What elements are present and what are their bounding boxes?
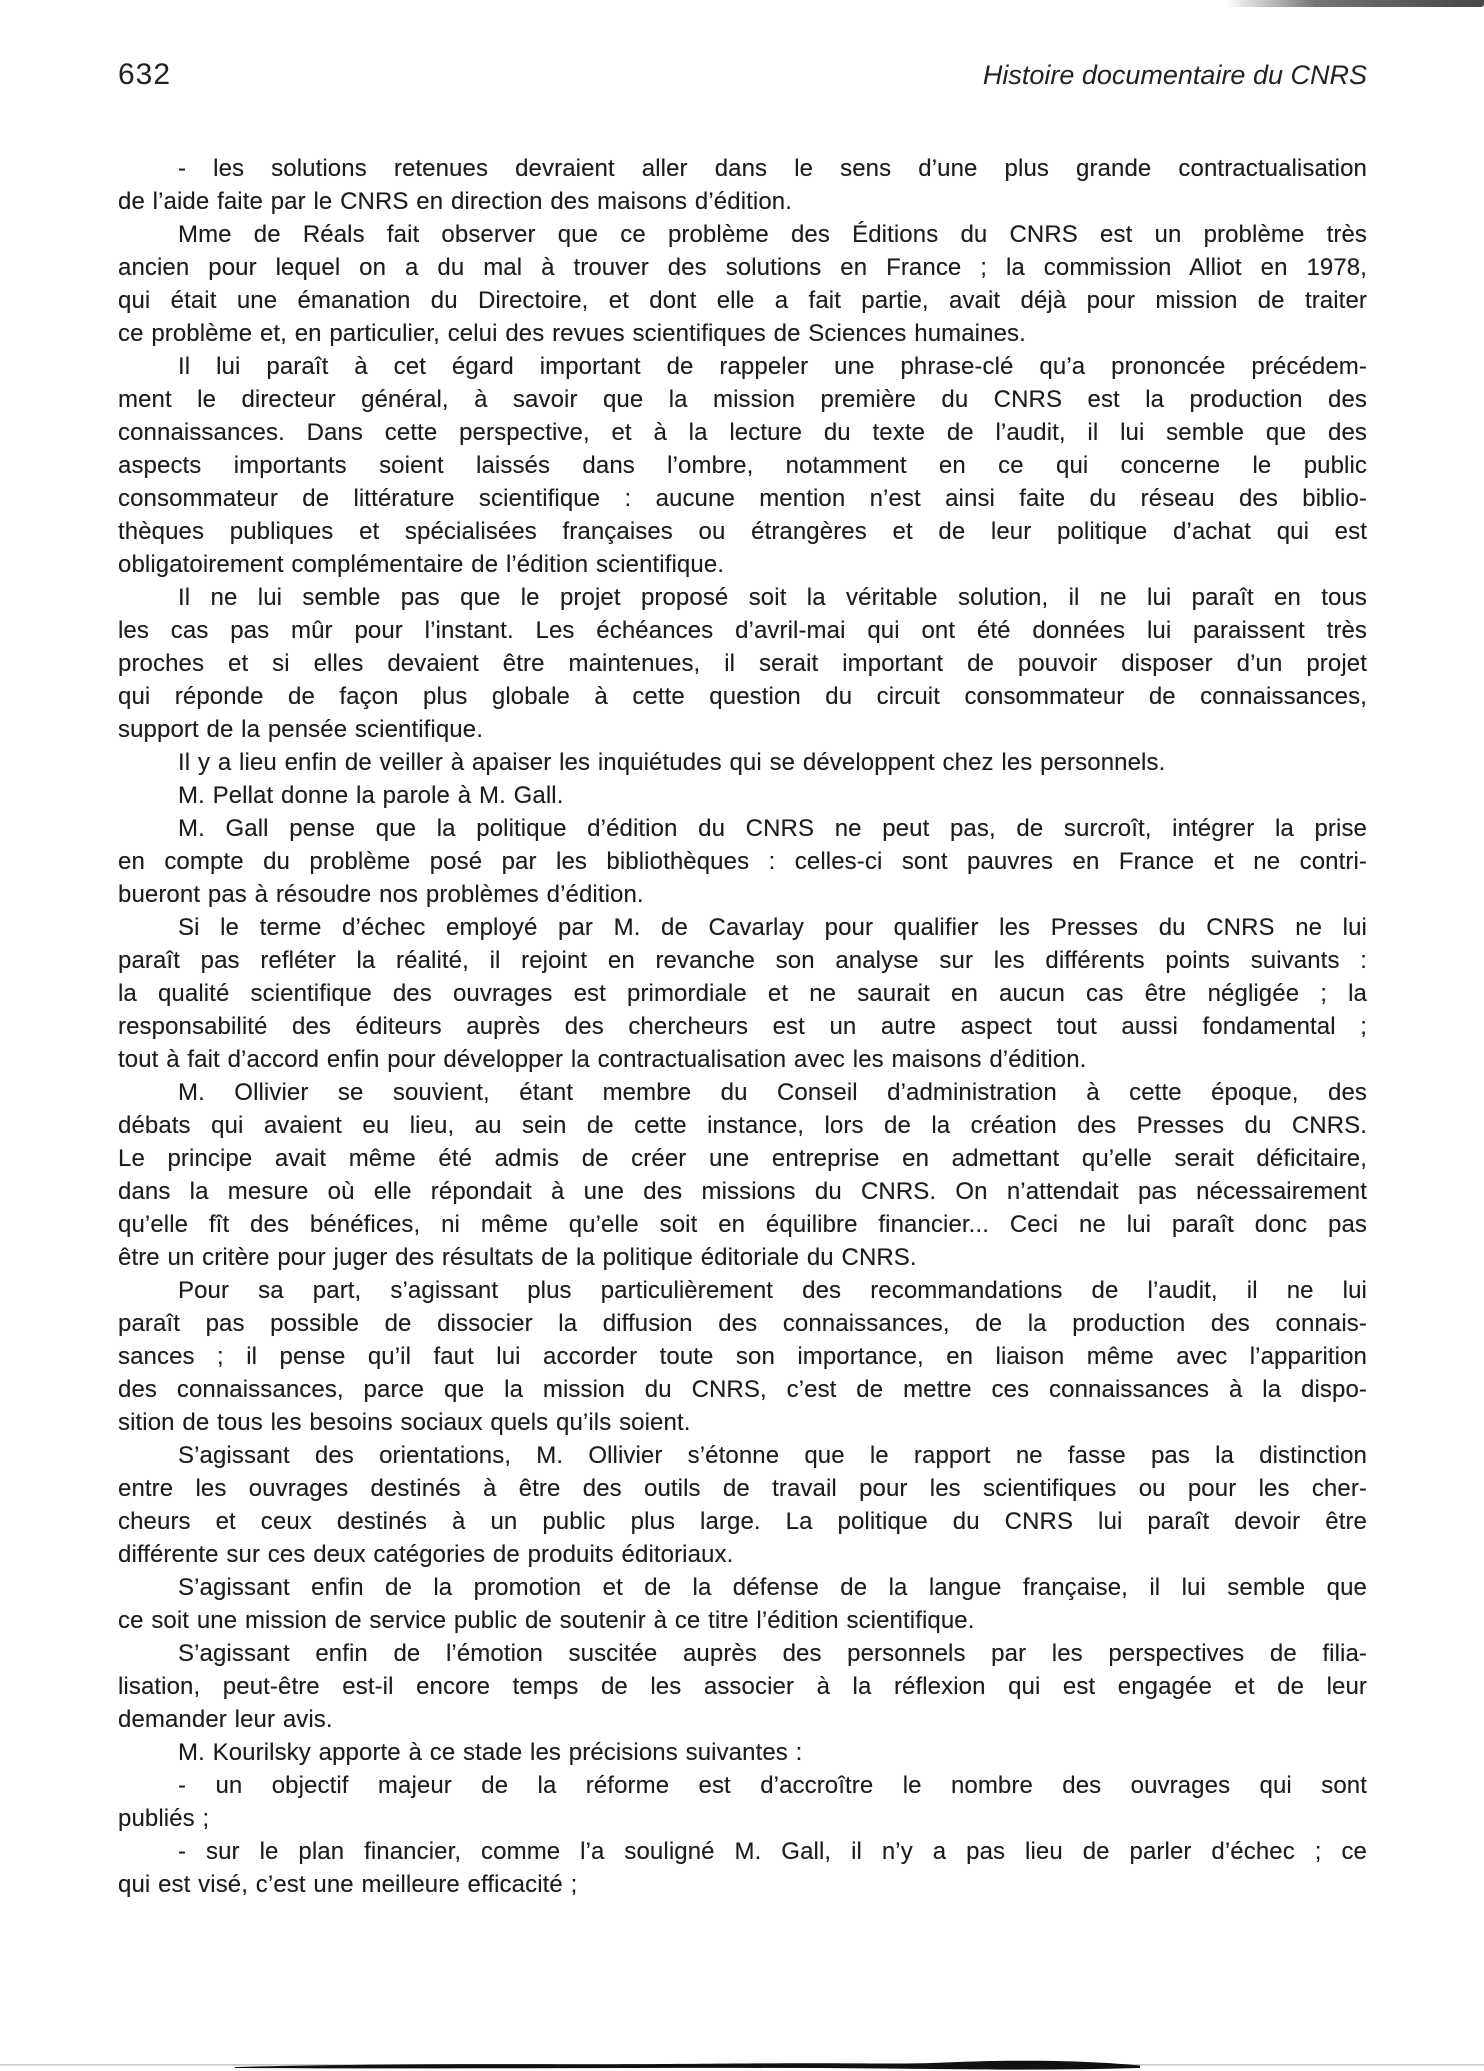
text-line: de l’aide faite par le CNRS en direction des maisons d’édition.	[118, 188, 792, 215]
text-line: obligatoirement complémentaire de l’édition scientifique.	[118, 551, 725, 578]
text-line: les cas pas mûr pour l’instant. Les échéances d’avril-mai qui ont été données lui paraissent très	[118, 617, 1367, 644]
text-line: - un objectif majeur de la réforme est d’accroître le nombre des ouvrages qui sont	[178, 1772, 1367, 1799]
page-header	[118, 58, 1367, 92]
running-title: Histoire documentaire du CNRS	[982, 60, 1367, 90]
text-line: ancien pour lequel on a du mal à trouver des solutions en France ; la commission Alliot en 1978,	[118, 254, 1367, 281]
text-line: Le principe avait même été admis de créer une entreprise en admettant qu’elle serait déficitaire,	[118, 1145, 1367, 1172]
text-line: lisation, peut-être est-il encore temps de les associer à la réflexion qui est engagée et de leur	[118, 1673, 1367, 1700]
text-line: la qualité scientifique des ouvrages est primordiale et ne saurait en aucun cas être négligée ; la	[118, 980, 1367, 1007]
text-line: M. Kourilsky apporte à ce stade les précisions suivantes :	[178, 1739, 803, 1766]
text-line: entre les ouvrages destinés à être des outils de travail pour les scientifiques ou pour les cher-	[118, 1475, 1367, 1502]
text-line: bueront pas à résoudre nos problèmes d’édition.	[118, 881, 644, 908]
text-line: Il ne lui semble pas que le projet proposé soit la véritable solution, il ne lui paraît en tous	[178, 584, 1367, 611]
text-line: tout à fait d’accord enfin pour développer la contractualisation avec les maisons d’édition.	[118, 1046, 1087, 1073]
text-line: S’agissant des orientations, M. Ollivier s’étonne que le rapport ne fasse pas la distinction	[178, 1442, 1367, 1469]
text-line: qu’elle fît des bénéfices, ni même qu’elle soit en équilibre financier... Ceci ne lui paraît donc pas	[118, 1211, 1367, 1238]
scan-artifact-bottom	[0, 2055, 1484, 2071]
text-line: support de la pensée scientifique.	[118, 716, 483, 743]
text-line: qui réponde de façon plus globale à cette question du circuit consommateur de connaissances,	[118, 683, 1367, 710]
text-line: - sur le plan financier, comme l’a souligné M. Gall, il n’y a pas lieu de parler d’échec ; ce	[178, 1838, 1367, 1865]
page-number: 632	[118, 58, 172, 91]
text-line: S’agissant enfin de l’émotion suscitée auprès des personnels par les perspectives de filia-	[178, 1640, 1367, 1667]
text-line: proches et si elles devaient être maintenues, il serait important de pouvoir disposer d’un projet	[118, 650, 1367, 677]
text-line: différente sur ces deux catégories de produits éditoriaux.	[118, 1541, 734, 1568]
text-line: qui était une émanation du Directoire, et dont elle a fait partie, avait déjà pour mission de traiter	[118, 287, 1367, 314]
text-line: des connaissances, parce que la mission du CNRS, c’est de mettre ces connaissances à la dispo-	[118, 1376, 1367, 1403]
text-line: cheurs et ceux destinés à un public plus large. La politique du CNRS lui paraît devoir être	[118, 1508, 1367, 1535]
text-line: paraît pas possible de dissocier la diffusion des connaissances, de la production des connais-	[118, 1310, 1367, 1337]
text-line: Il y a lieu enfin de veiller à apaiser les inquiétudes qui se développent chez les personnels.	[178, 749, 1166, 776]
text-line: sition de tous les besoins sociaux quels qu’ils soient.	[118, 1409, 691, 1436]
scan-artifact-top-right	[1226, 0, 1484, 7]
text-line: connaissances. Dans cette perspective, et à la lecture du texte de l’audit, il lui semble que des	[118, 419, 1367, 446]
text-line: S’agissant enfin de la promotion et de la défense de la langue française, il lui semble que	[178, 1574, 1367, 1601]
text-line: paraît pas refléter la réalité, il rejoint en revanche son analyse sur les différents points suivants :	[118, 947, 1367, 974]
text-line: - les solutions retenues devraient aller dans le sens d’une plus grande contractualisation	[178, 155, 1367, 182]
text-line: demander leur avis.	[118, 1706, 333, 1733]
text-line: aspects importants soient laissés dans l’ombre, notamment en ce qui concerne le public	[118, 452, 1367, 479]
text-line: M. Ollivier se souvient, étant membre du Conseil d’administration à cette époque, des	[178, 1079, 1367, 1106]
text-line: débats qui avaient eu lieu, au sein de cette instance, lors de la création des Presses du CNRS.	[118, 1112, 1367, 1139]
text-line: Mme de Réals fait observer que ce problème des Éditions du CNRS est un problème très	[178, 221, 1367, 248]
text-line: ce soit une mission de service public de soutenir à ce titre l’édition scientifique.	[118, 1607, 975, 1634]
text-line: Pour sa part, s’agissant plus particulièrement des recommandations de l’audit, il ne lui	[178, 1277, 1367, 1304]
text-line: dans la mesure où elle répondait à une des missions du CNRS. On n’attendait pas nécessairement	[118, 1178, 1367, 1205]
text-line: Si le terme d’échec employé par M. de Cavarlay pour qualifier les Presses du CNRS ne lui	[178, 914, 1367, 941]
text-line: M. Gall pense que la politique d’édition du CNRS ne peut pas, de surcroît, intégrer la prise	[178, 815, 1367, 842]
page-body	[118, 152, 1367, 1901]
text-line: sances ; il pense qu’il faut lui accorder toute son importance, en liaison même avec l’apparition	[118, 1343, 1367, 1370]
text-line: responsabilité des éditeurs auprès des chercheurs est un autre aspect tout aussi fondamental ;	[118, 1013, 1367, 1040]
text-line: ce problème et, en particulier, celui des revues scientifiques de Sciences humaines.	[118, 320, 1026, 347]
text-line: consommateur de littérature scientifique : aucune mention n’est ainsi faite du réseau des biblio-	[118, 485, 1367, 512]
text-line: publiés ;	[118, 1805, 210, 1832]
text-line: être un critère pour juger des résultats de la politique éditoriale du CNRS.	[118, 1244, 917, 1271]
text-line: ment le directeur général, à savoir que la mission première du CNRS est la production des	[118, 386, 1367, 413]
text-line: en compte du problème posé par les bibliothèques : celles-ci sont pauvres en France et ne contri-	[118, 848, 1367, 875]
text-line: thèques publiques et spécialisées françaises ou étrangères et de leur politique d’achat qui est	[118, 518, 1367, 545]
text-line: M. Pellat donne la parole à M. Gall.	[178, 782, 564, 809]
text-line: qui est visé, c’est une meilleure efficacité ;	[118, 1871, 578, 1898]
text-line: Il lui paraît à cet égard important de rappeler une phrase-clé qu’a prononcée précédem-	[178, 353, 1367, 380]
